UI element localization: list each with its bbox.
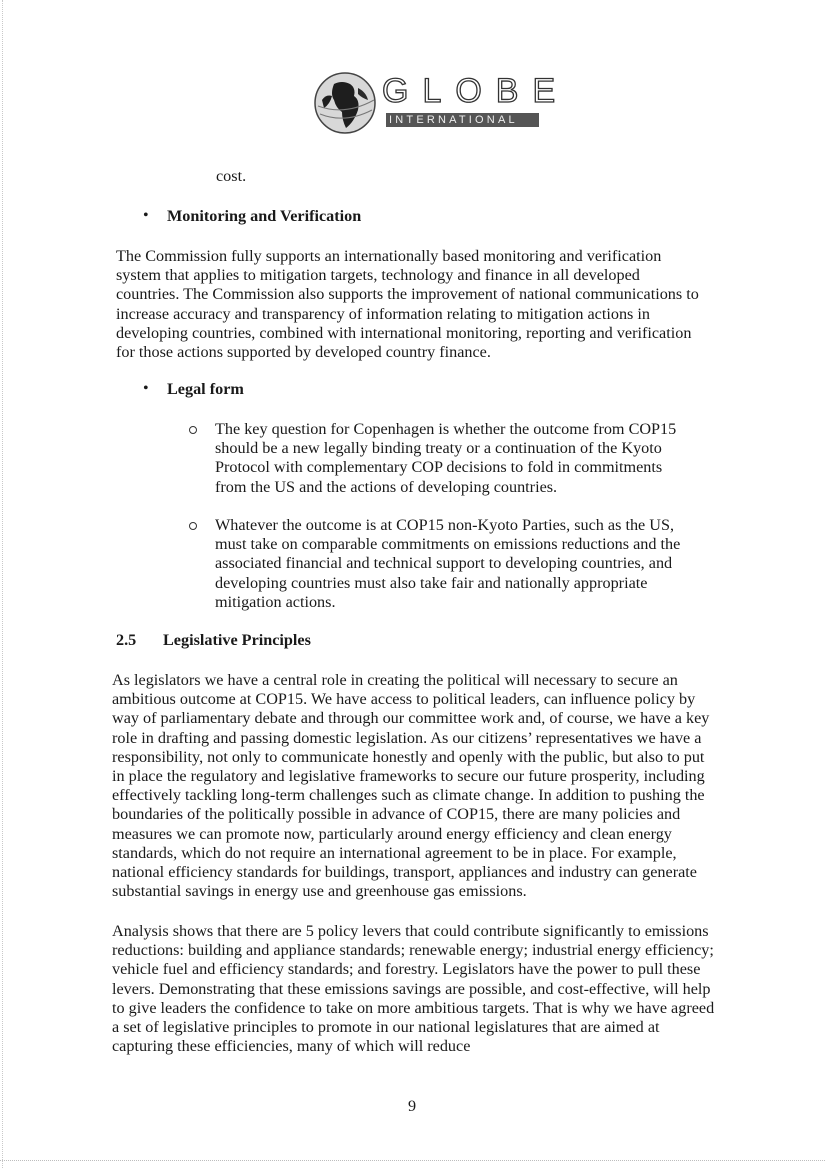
- intro-fragment: cost.: [216, 167, 247, 185]
- sub-bullet-circle: [189, 426, 197, 434]
- bullet-dot: •: [143, 380, 149, 397]
- legal-form-heading: Legal form: [167, 380, 244, 398]
- page-edge-left: [2, 0, 3, 1168]
- legal-form-item-1: The key question for Copenhagen is whether the outcome from COP15 should be a new legally binding treaty or a continuation of the Kyoto Protocol with complementary COP decisions to fold in commitments from the US and the actions of developing countries.: [215, 420, 677, 496]
- section-paragraph-2: Analysis shows that there are 5 policy levers that could contribute significantly to emissions reductions: building and appliance standards; renewable energy; industrial energy efficiency; vehicle fuel and efficiency standards; and forestry. Legislators have the power to pull these levers. Demonstrating that these emissions savings are possible, and cost-effective, will help to give leaders the confidence to take on more ambitious targets. That is why we have agreed a set of legislative principles to promote in our national legislatures that are aimed at capturing these efficiencies, many of which will reduce: [112, 922, 715, 1056]
- section-number: 2.5: [116, 631, 137, 649]
- sub-bullet-circle: [189, 522, 197, 530]
- page-number: 9: [408, 1097, 417, 1115]
- section-paragraph-1: As legislators we have a central role in creating the political will necessary to secure an ambitious outcome at COP15. We have access to political leaders, can influence policy by way of parliamentary debate and through our committee work and, of course, we have a key role in drafting and passing domestic legislation. As our citizens’ representatives we have a responsibility, not only to communicate honestly and openly with the public, but also to put in place the regulatory and legislative frameworks to secure our future prosperity, including effectively tackling long-term challenges such as climate change. In addition to pushing the boundaries of the politically possible in advance of COP15, there are many policies and measures we can promote now, particularly around energy efficiency and clean energy standards, which do not require an international agreement to be in place. For example, national efficiency standards for buildings, transport, appliances and industry can generate substantial savings in energy use and greenhouse gas emissions.: [112, 671, 710, 901]
- globe-international-logo: [312, 70, 570, 136]
- monitoring-body: The Commission fully supports an internationally based monitoring and verification system that applies to mitigation targets, technology and finance in all developed countries. The Commission also supports the improvement of national communications to increase accuracy and transparency of information relating to mitigation actions in developing countries, combined with international monitoring, reporting and verification for those actions supported by developed country finance.: [116, 247, 699, 362]
- logo-subword: INTERNATIONAL: [386, 113, 539, 127]
- monitoring-heading: Monitoring and Verification: [167, 207, 362, 225]
- globe-icon: [312, 70, 378, 136]
- section-title: Legislative Principles: [163, 631, 311, 649]
- page-edge-bottom: [0, 1160, 825, 1161]
- legal-form-item-2: Whatever the outcome is at COP15 non-Kyoto Parties, such as the US, must take on comparable commitments on emissions reductions and the associated financial and technical support to developing countries, and developing countries must also take fair and nationally appropriate mitigation actions.: [215, 516, 681, 611]
- bullet-dot: •: [143, 207, 149, 224]
- logo-wordmark: GLOBE: [382, 72, 570, 110]
